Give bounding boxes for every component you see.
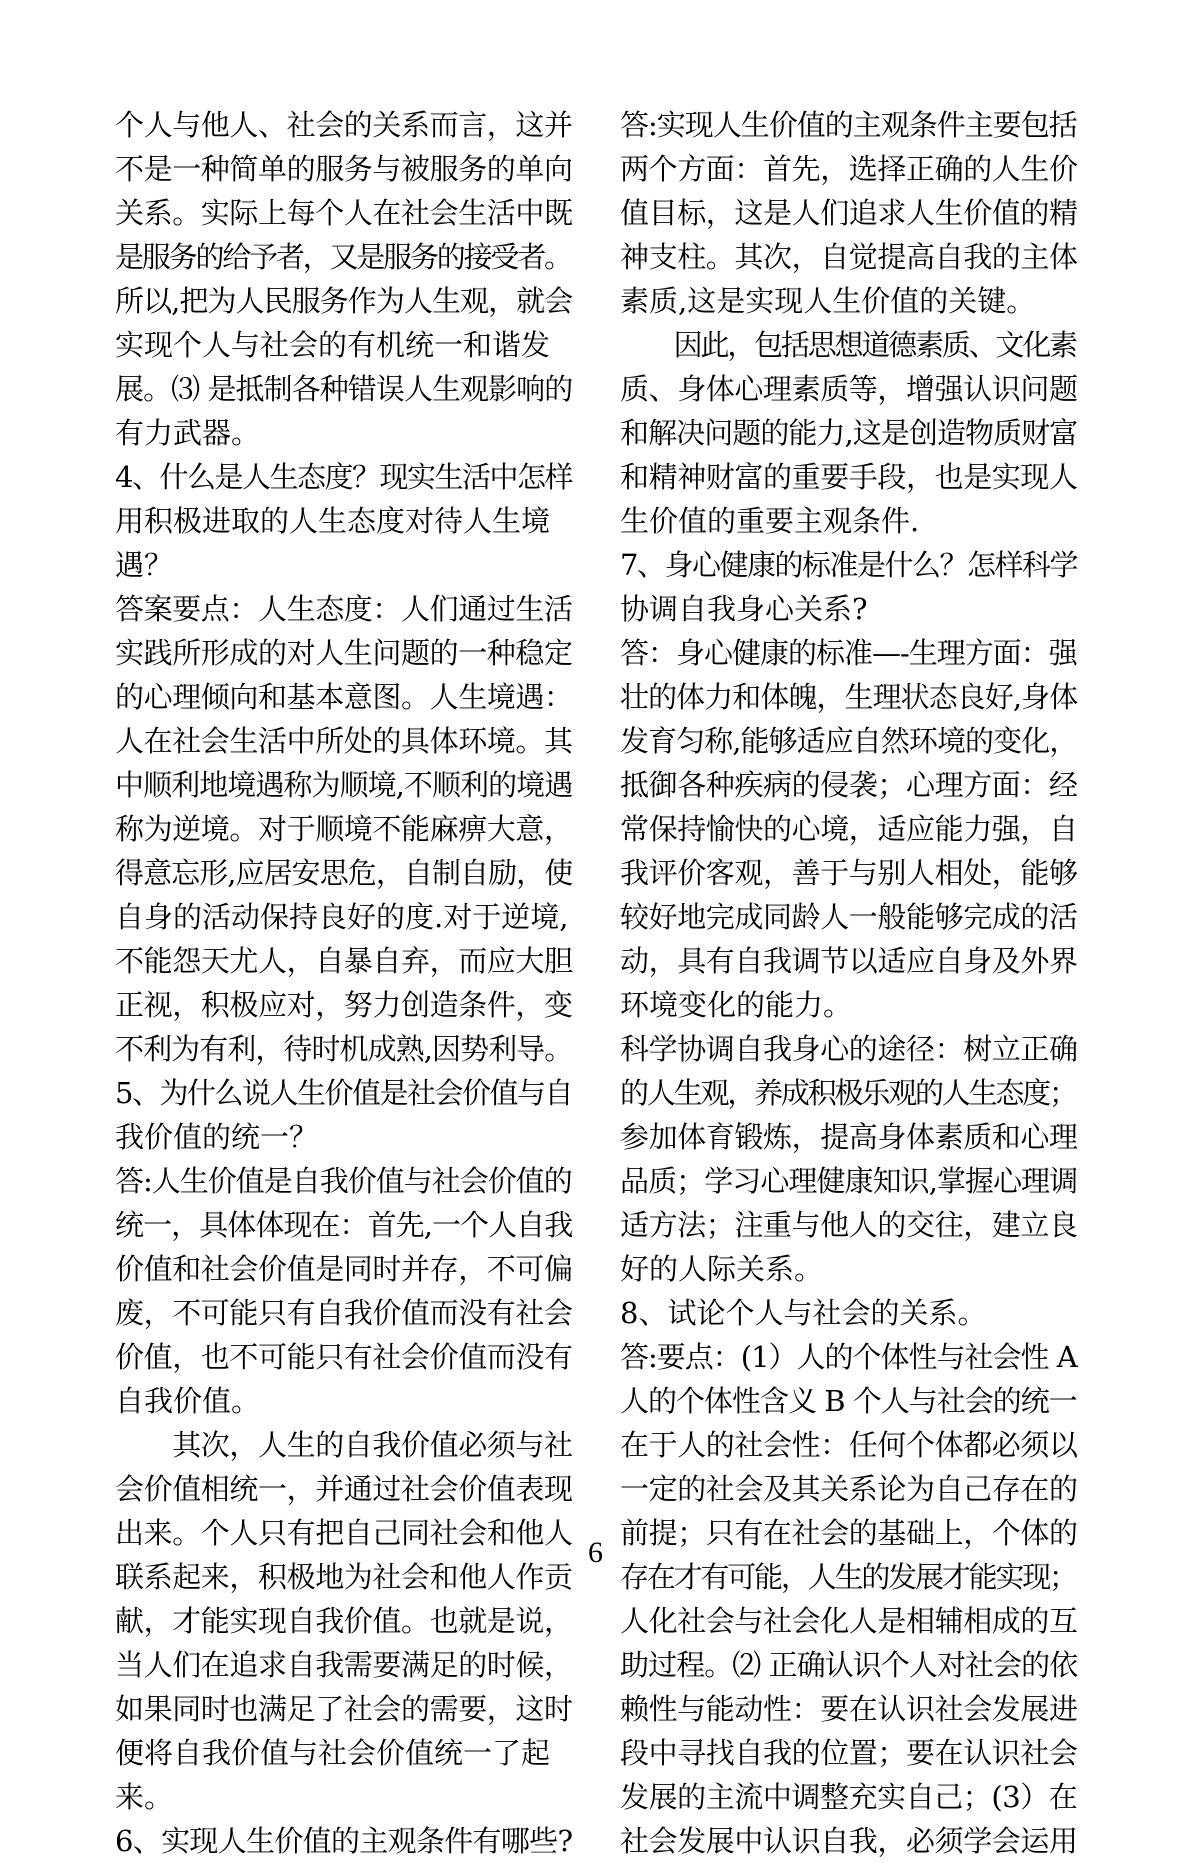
text-line: 所以,把为人民服务作为人生观，就会 xyxy=(115,284,573,318)
text-line: 赖性与能动性：要在认识社会发展进 xyxy=(620,1692,1078,1726)
text-line: 前提；只有在社会的基础上，个体的 xyxy=(620,1516,1078,1550)
text-line: 5、为什么说人生价值是社会价值与自 xyxy=(115,1076,572,1110)
text-line: 人在社会生活中所处的具体环境。其 xyxy=(115,724,573,758)
text-line: 我评价客观，善于与别人相处，能够 xyxy=(620,856,1078,890)
text-line: 有力武器。 xyxy=(115,416,261,450)
text-line: 人的个体性含义 B 个人与社会的统一 xyxy=(620,1384,1077,1418)
text-line: 适方法；注重与他人的交往，建立良 xyxy=(620,1208,1078,1242)
text-line: 参加体育锻炼，提高身体素质和心理 xyxy=(620,1120,1078,1154)
text-line: 便将自我价值与社会价值统一了起 xyxy=(115,1736,551,1770)
text-line: 好的人际关系。 xyxy=(620,1252,824,1286)
text-line: 统一，具体体现在：首先,一个人自我 xyxy=(115,1208,573,1242)
text-line: 壮的体力和体魄，生理状态良好,身体 xyxy=(620,680,1078,714)
text-line: 7、身心健康的标准是什么？怎样科学 xyxy=(620,548,1077,582)
text-line: 实践所形成的对人生问题的一种稳定 xyxy=(115,636,573,670)
text-line: 答:要点：(1）人的个体性与社会性 A xyxy=(620,1340,1077,1374)
text-line: 如果同时也满足了社会的需要，这时 xyxy=(115,1692,573,1726)
text-line: 答：身心健康的标准—-生理方面：强 xyxy=(620,636,1077,670)
text-line: 抵御各种疾病的侵袭；心理方面：经 xyxy=(620,768,1078,802)
text-line: 是服务的给予者，又是服务的接受者。 xyxy=(115,240,571,274)
text-line: 和精神财富的重要手段，也是实现人 xyxy=(620,460,1078,494)
text-line: 4、什么是人生态度？现实生活中怎样 xyxy=(115,460,572,494)
text-line: 段中寻找自我的位置；要在认识社会 xyxy=(620,1736,1078,1770)
text-line: 废，不可能只有自我价值而没有社会 xyxy=(115,1296,573,1330)
text-line: 价值，也不可能只有社会价值而没有 xyxy=(115,1340,573,1374)
text-line: 价值和社会价值是同时并存，不可偏 xyxy=(115,1252,573,1286)
text-line: 发展的主流中调整充实自己；(3）在 xyxy=(620,1780,1078,1814)
text-line: 关系。实际上每个人在社会生活中既 xyxy=(115,196,573,230)
text-line: 用积极进取的人生态度对待人生境 xyxy=(115,504,551,538)
text-line: 社会发展中认识自我，必须学会运用 xyxy=(620,1824,1078,1858)
text-line: 遇？ xyxy=(115,548,174,582)
text-line: 常保持愉快的心境，适应能力强，自 xyxy=(620,812,1078,846)
text-line: 其次，人生的自我价值必须与社 xyxy=(115,1428,573,1462)
text-line: 当人们在追求自我需要满足的时候， xyxy=(115,1648,573,1682)
text-line: 两个方面：首先，选择正确的人生价 xyxy=(620,152,1078,186)
text-line: 品质；学习心理健康知识,掌握心理调 xyxy=(620,1164,1078,1198)
text-line: 神支柱。其次，自觉提高自我的主体 xyxy=(620,240,1078,274)
text-line: 科学协调自我身心的途径：树立正确 xyxy=(620,1032,1078,1066)
page-number: 6 xyxy=(588,1536,603,1569)
text-line: 出来。个人只有把自己同社会和他人 xyxy=(115,1516,573,1550)
text-line: 发育匀称,能够适应自然环境的变化， xyxy=(620,724,1078,758)
text-line: 助过程。⑵ 正确认识个人对社会的依 xyxy=(620,1648,1078,1682)
text-line: 得意忘形,应居安思危，自制自励，使 xyxy=(115,856,573,890)
text-line: 答:人生价值是自我价值与社会价值的 xyxy=(115,1164,572,1198)
text-line: 质、身体心理素质等，增强认识问题 xyxy=(620,372,1078,406)
right-text-column xyxy=(620,103,1078,1863)
text-line: 答案要点：人生态度：人们通过生活 xyxy=(115,592,573,626)
text-line: 在于人的社会性：任何个体都必须以 xyxy=(620,1428,1078,1462)
text-line: 协调自我身心关系? xyxy=(620,592,868,626)
text-line: 实现个人与社会的有机统一和谐发 xyxy=(115,328,551,362)
text-line: 不能怨天尤人，自暴自弃，而应大胆 xyxy=(115,944,573,978)
text-line: 献，才能实现自我价值。也就是说， xyxy=(115,1604,573,1638)
text-line: 存在才有可能，人生的发展才能实现； xyxy=(620,1560,1076,1594)
text-line: 值目标，这是人们追求人生价值的精 xyxy=(620,196,1078,230)
text-line: 6、实现人生价值的主观条件有哪些? xyxy=(115,1824,573,1858)
text-line: 个人与他人、社会的关系而言，这并 xyxy=(115,108,573,142)
text-line: 来。 xyxy=(115,1780,174,1814)
text-line: 答:实现人生价值的主观条件主要包括 xyxy=(620,108,1077,142)
text-line: 环境变化的能力。 xyxy=(620,988,853,1022)
left-text-column xyxy=(115,103,573,1863)
text-line: 素质,这是实现人生价值的关键。 xyxy=(620,284,1036,318)
text-line: 一定的社会及其关系论为自己存在的 xyxy=(620,1472,1078,1506)
text-line: 因此，包括思想道德素质、文化素 xyxy=(620,328,1076,362)
text-line: 人化社会与社会化人是相辅相成的互 xyxy=(620,1604,1078,1638)
text-line: 的心理倾向和基本意图。人生境遇： xyxy=(115,680,573,714)
text-line: 不是一种简单的服务与被服务的单向 xyxy=(115,152,573,186)
text-line: 不利为有利，待时机成熟,因势利导。 xyxy=(115,1032,573,1066)
text-line: 自我价值。 xyxy=(115,1384,261,1418)
text-line: 正视，积极应对，努力创造条件，变 xyxy=(115,988,573,1022)
text-line: 动，具有自我调节以适应自身及外界 xyxy=(620,944,1078,978)
text-line: 展。⑶ 是抵制各种错误人生观影响的 xyxy=(115,372,573,406)
text-line: 称为逆境。对于顺境不能麻痹大意， xyxy=(115,812,573,846)
text-line: 联系起来，积极地为社会和他人作贡 xyxy=(115,1560,573,1594)
text-line: 和解决问题的能力,这是创造物质财富 xyxy=(620,416,1078,450)
text-line: 会价值相统一，并通过社会价值表现 xyxy=(115,1472,573,1506)
text-line: 自身的活动保持良好的度.对于逆境, xyxy=(115,900,569,934)
text-line: 较好地完成同龄人一般能够完成的活 xyxy=(620,900,1078,934)
text-line: 中顺利地境遇称为顺境,不顺利的境遇 xyxy=(115,768,573,802)
text-line: 生价值的重要主观条件. xyxy=(620,504,920,538)
text-line: 的人生观，养成积极乐观的人生态度； xyxy=(620,1076,1076,1110)
text-line: 我价值的统一？ xyxy=(115,1120,319,1154)
text-line: 8、试论个人与社会的关系。 xyxy=(620,1296,987,1330)
